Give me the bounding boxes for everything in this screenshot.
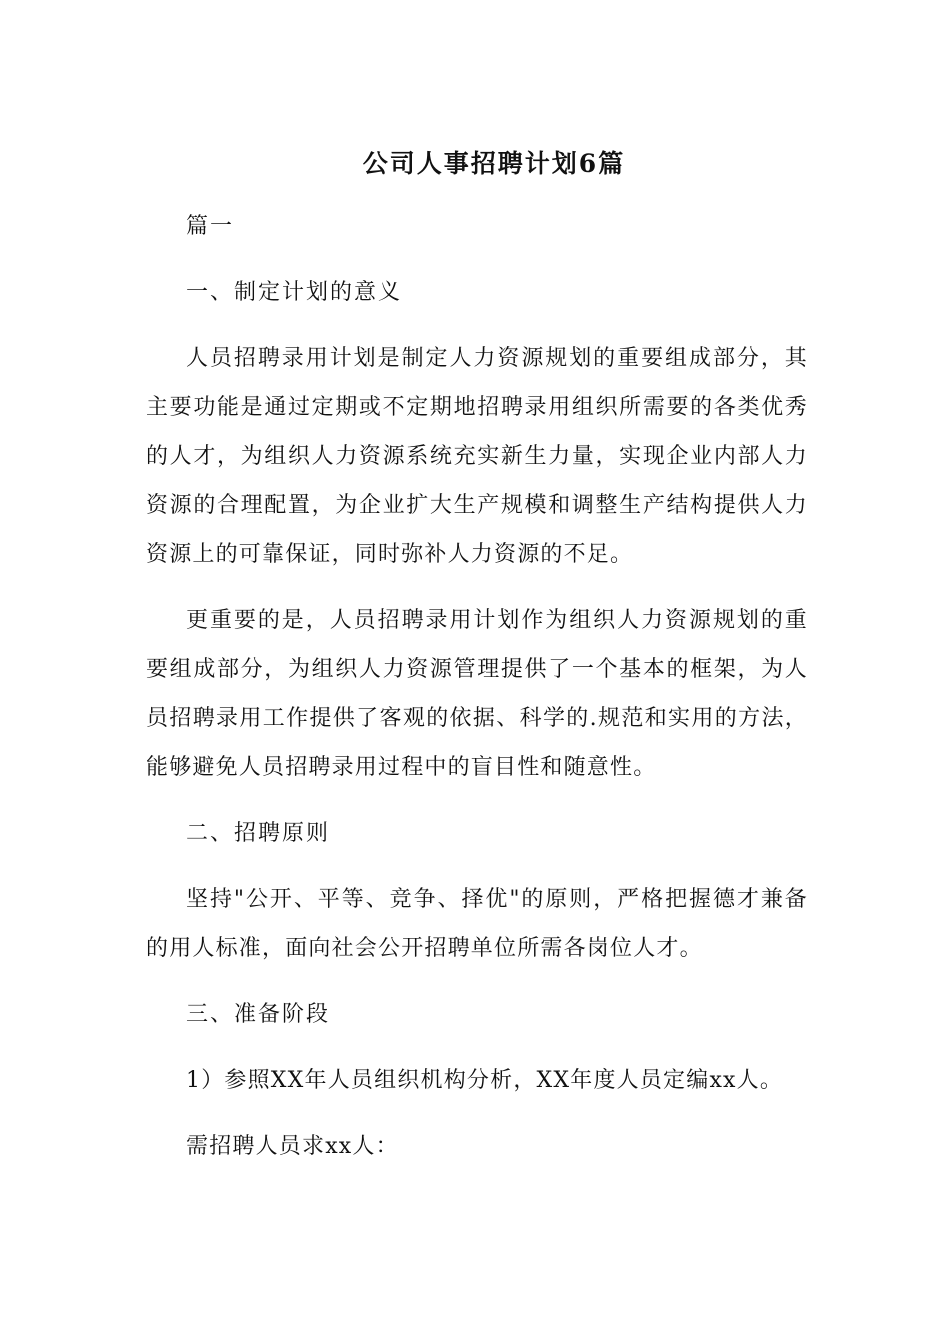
paragraph-preparation-2: 需招聘人员求xx人： [186, 1134, 399, 1159]
paragraph-purpose-1: 人员招聘录用计划是制定人力资源规划的重要组成部分，其主要功能是通过定期或不定期地招聘录用组织所需要的各类优秀的人才，为组织人力资源系统充实新生力量，实现企业内部人力资源的合理配置，为企业扩大生产规模和调整生产结构提供人力资源上的可靠保证，同时弥补人力资源的不足。 [146, 346, 808, 567]
heading-purpose: 一、制定计划的意义 [186, 280, 403, 305]
heading-principles: 二、招聘原则 [186, 821, 331, 846]
paragraph-principles: 坚持"公开、平等、竞争、择优"的原则，严格把握德才兼备的用人标准，面向社会公开招聘单位所需各岗位人才。 [146, 887, 808, 961]
section-label: 篇一 [186, 214, 235, 239]
document-title: 公司人事招聘计划6篇 [362, 149, 626, 178]
heading-preparation: 三、准备阶段 [186, 1002, 331, 1027]
paragraph-preparation-1: 1）参照XX年人员组织机构分析，XX年度人员定编xx人。 [186, 1068, 784, 1093]
document-body [146, 202, 808, 1188]
paragraph-purpose-2: 更重要的是，人员招聘录用计划作为组织人力资源规划的重要组成部分，为组织人力资源管理提供了一个基本的框架，为人员招聘录用工作提供了客观的依据、科学的.规范和实用的方法，能够避免人员招聘录用过程中的盲目性和随意性。 [146, 608, 808, 780]
